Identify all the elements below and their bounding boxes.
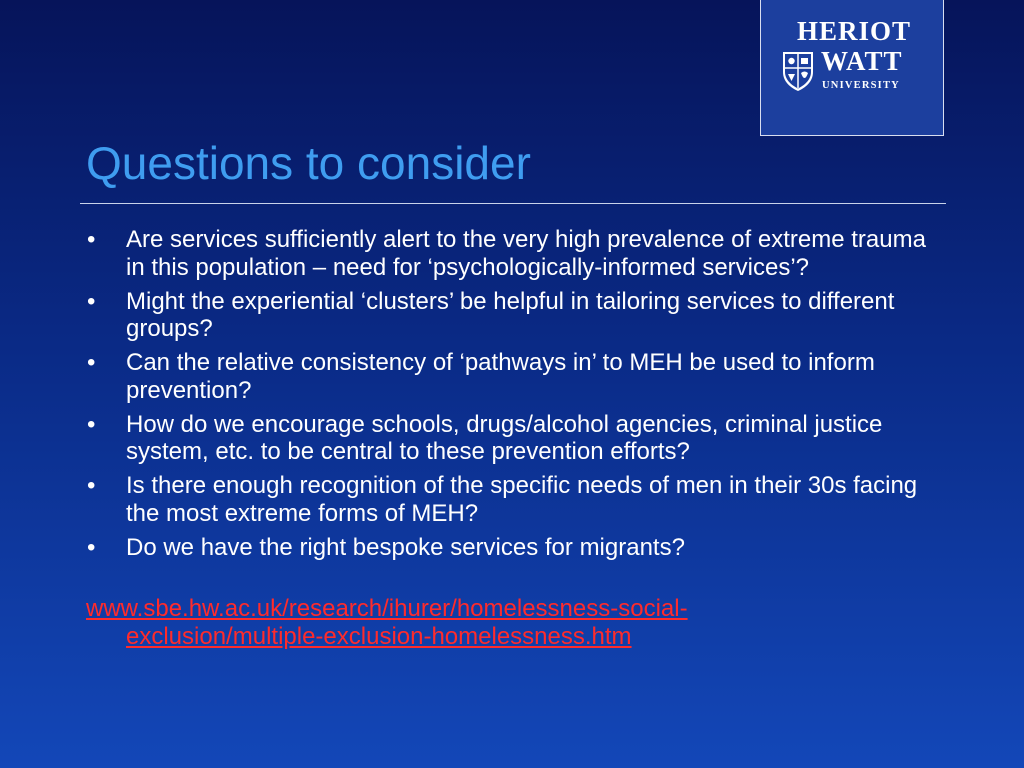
bullet-text: How do we encourage schools, drugs/alcohol agencies, criminal justice system, etc. to be central to these prevention efforts? [126, 410, 883, 465]
reference-link[interactable]: www.sbe.hw.ac.uk/research/ihurer/homelessness-social-exclusion/multiple-exclusion-homelessness.htm [86, 595, 688, 650]
bullet-text: Is there enough recognition of the specific needs of men in their 30s facing the most extreme forms of MEH? [126, 472, 918, 527]
bullet-icon: • [87, 410, 96, 438]
bullet-icon: • [87, 287, 96, 315]
logo-line-1: HERIOT [796, 16, 912, 46]
title-divider [80, 203, 946, 204]
bullet-item [86, 472, 946, 527]
slide-title: Questions to consider [86, 137, 531, 189]
bullet-text: Can the relative consistency of ‘pathways in’ to MEH be used to inform prevention? [126, 349, 875, 404]
logo-line-3: UNIVERSITY [822, 80, 900, 91]
bullet-item [86, 226, 946, 281]
bullet-list [86, 226, 946, 568]
bullet-text: Might the experiential ‘clusters’ be helpful in tailoring services to different groups? [126, 287, 895, 342]
bullet-item [86, 288, 946, 343]
bullet-icon: • [87, 226, 96, 253]
bullet-icon: • [87, 349, 96, 376]
bullet-icon: • [87, 533, 96, 561]
bullet-item [86, 411, 946, 466]
logo-line-2: WATT [821, 46, 903, 76]
bullet-item [86, 349, 946, 404]
bullet-item [86, 534, 946, 562]
bullet-text: Do we have the right bespoke services for migrants? [126, 533, 685, 561]
crest-icon [781, 50, 815, 92]
bullet-text: Are services sufficiently alert to the very high prevalence of extreme trauma in this population – need for ‘psychologically-informed services’? [126, 226, 926, 281]
bullet-icon: • [87, 472, 96, 499]
university-logo [760, 0, 944, 136]
